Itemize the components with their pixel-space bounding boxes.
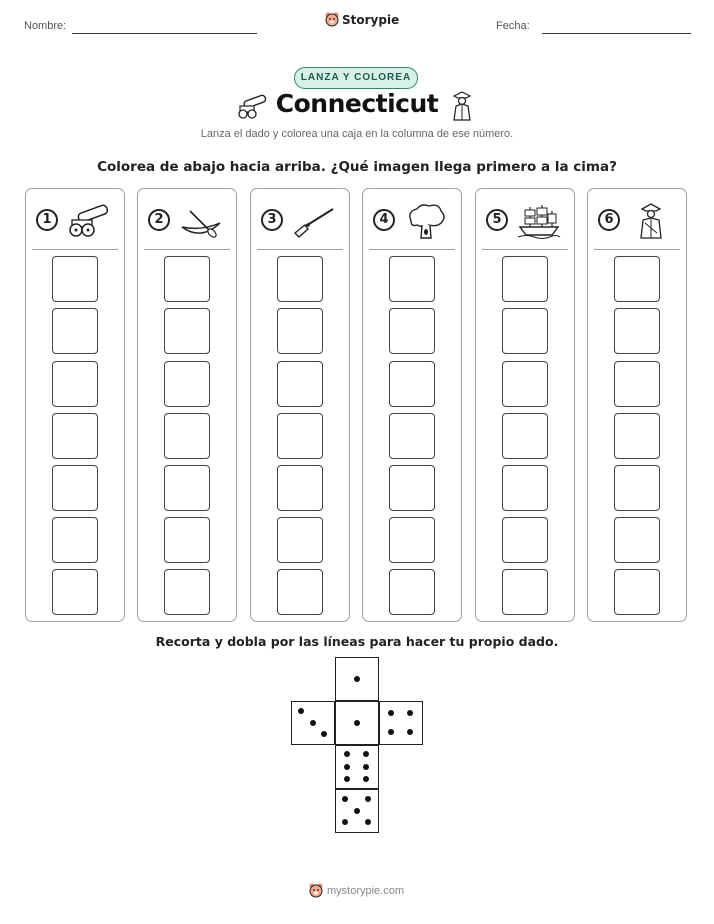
die-face [335, 745, 379, 789]
color-box[interactable] [502, 569, 548, 615]
column-number: 5 [486, 209, 508, 231]
color-box[interactable] [389, 465, 435, 511]
name-line[interactable] [72, 33, 257, 34]
cannon-icon [66, 203, 112, 239]
column-divider [594, 249, 680, 250]
color-box[interactable] [614, 465, 660, 511]
cut-instruction: Recorta y dobla por las líneas para hacer tu propio dado. [155, 634, 559, 649]
musket-icon [291, 203, 337, 239]
instruction: Colorea de abajo hacia arriba. ¿Qué imagen llega primero a la cima? [97, 159, 617, 175]
color-box[interactable] [164, 308, 210, 354]
oak-tree-icon [403, 203, 449, 239]
die-face [335, 657, 379, 701]
color-box[interactable] [277, 413, 323, 459]
column-5 [475, 188, 575, 622]
die-pip [407, 729, 413, 735]
die-face [335, 701, 379, 745]
column-header [148, 203, 228, 239]
color-box[interactable] [389, 256, 435, 302]
footer-url: mystorypie.com [327, 885, 405, 897]
color-box[interactable] [502, 465, 548, 511]
column-divider [369, 249, 455, 250]
color-box[interactable] [164, 256, 210, 302]
color-box[interactable] [502, 413, 548, 459]
die-pip [342, 819, 348, 825]
color-box[interactable] [52, 569, 98, 615]
die-pip [363, 751, 369, 757]
column-3 [250, 188, 350, 622]
column-header [36, 203, 116, 239]
activity-badge: LANZA Y COLOREA [294, 67, 418, 89]
column-divider [482, 249, 568, 250]
die-pip [321, 731, 327, 737]
column-number: 2 [148, 209, 170, 231]
die-pip [342, 796, 348, 802]
color-box[interactable] [277, 361, 323, 407]
color-box[interactable] [614, 308, 660, 354]
color-box[interactable] [164, 413, 210, 459]
color-box[interactable] [52, 361, 98, 407]
color-box[interactable] [502, 517, 548, 563]
column-number: 1 [36, 209, 58, 231]
die-pip [354, 720, 360, 726]
date-line[interactable] [542, 33, 691, 34]
die-pip [354, 676, 360, 682]
bear-icon [325, 12, 339, 28]
color-box[interactable] [277, 308, 323, 354]
die-pip [354, 808, 360, 814]
die-pip [363, 764, 369, 770]
die-pip [344, 751, 350, 757]
color-box[interactable] [389, 413, 435, 459]
color-box[interactable] [389, 569, 435, 615]
color-box[interactable] [52, 308, 98, 354]
color-box[interactable] [389, 361, 435, 407]
bear-icon [309, 883, 323, 899]
die-pip [365, 796, 371, 802]
die-pip [310, 720, 316, 726]
color-box[interactable] [277, 517, 323, 563]
die-face [379, 701, 423, 745]
column-divider [144, 249, 230, 250]
column-header [486, 203, 566, 239]
column-4 [362, 188, 462, 622]
color-box[interactable] [614, 361, 660, 407]
color-box[interactable] [164, 465, 210, 511]
color-box[interactable] [614, 413, 660, 459]
color-box[interactable] [614, 256, 660, 302]
sailing-ship-icon [516, 203, 562, 239]
column-number: 6 [598, 209, 620, 231]
column-header [598, 203, 678, 239]
color-box[interactable] [614, 517, 660, 563]
subtitle: Lanza el dado y colorea una caja en la columna de ese número. [200, 128, 514, 140]
color-box[interactable] [502, 361, 548, 407]
die-pip [298, 708, 304, 714]
die-pip [344, 776, 350, 782]
colonial-soldier-icon [448, 90, 476, 122]
column-divider [257, 249, 343, 250]
name-label: Nombre: [24, 20, 67, 32]
color-box[interactable] [389, 517, 435, 563]
die-pip [363, 776, 369, 782]
column-6 [587, 188, 687, 622]
color-box[interactable] [52, 465, 98, 511]
column-1 [25, 188, 125, 622]
die-pip [388, 729, 394, 735]
color-box[interactable] [164, 361, 210, 407]
color-box[interactable] [52, 413, 98, 459]
die-pip [407, 710, 413, 716]
column-header [373, 203, 453, 239]
canoe-icon [178, 203, 224, 239]
color-box[interactable] [502, 256, 548, 302]
color-box[interactable] [164, 569, 210, 615]
colonial-soldier-icon [628, 203, 674, 239]
column-divider [32, 249, 118, 250]
page-title: Connecticut [275, 89, 439, 118]
die-face [335, 789, 379, 833]
color-box[interactable] [277, 569, 323, 615]
die-pip [388, 710, 394, 716]
column-number: 4 [373, 209, 395, 231]
color-box[interactable] [164, 517, 210, 563]
die-pip [344, 764, 350, 770]
color-box[interactable] [614, 569, 660, 615]
color-box[interactable] [502, 308, 548, 354]
color-box[interactable] [52, 256, 98, 302]
column-2 [137, 188, 237, 622]
footer [309, 883, 404, 899]
color-box[interactable] [52, 517, 98, 563]
column-header [261, 203, 341, 239]
color-box[interactable] [389, 308, 435, 354]
die-face [291, 701, 335, 745]
column-number: 3 [261, 209, 283, 231]
brand-name: Storypie [342, 13, 400, 27]
brand-logo [325, 12, 399, 28]
color-box[interactable] [277, 465, 323, 511]
die-pip [365, 819, 371, 825]
date-label: Fecha: [496, 20, 530, 32]
color-box[interactable] [277, 256, 323, 302]
